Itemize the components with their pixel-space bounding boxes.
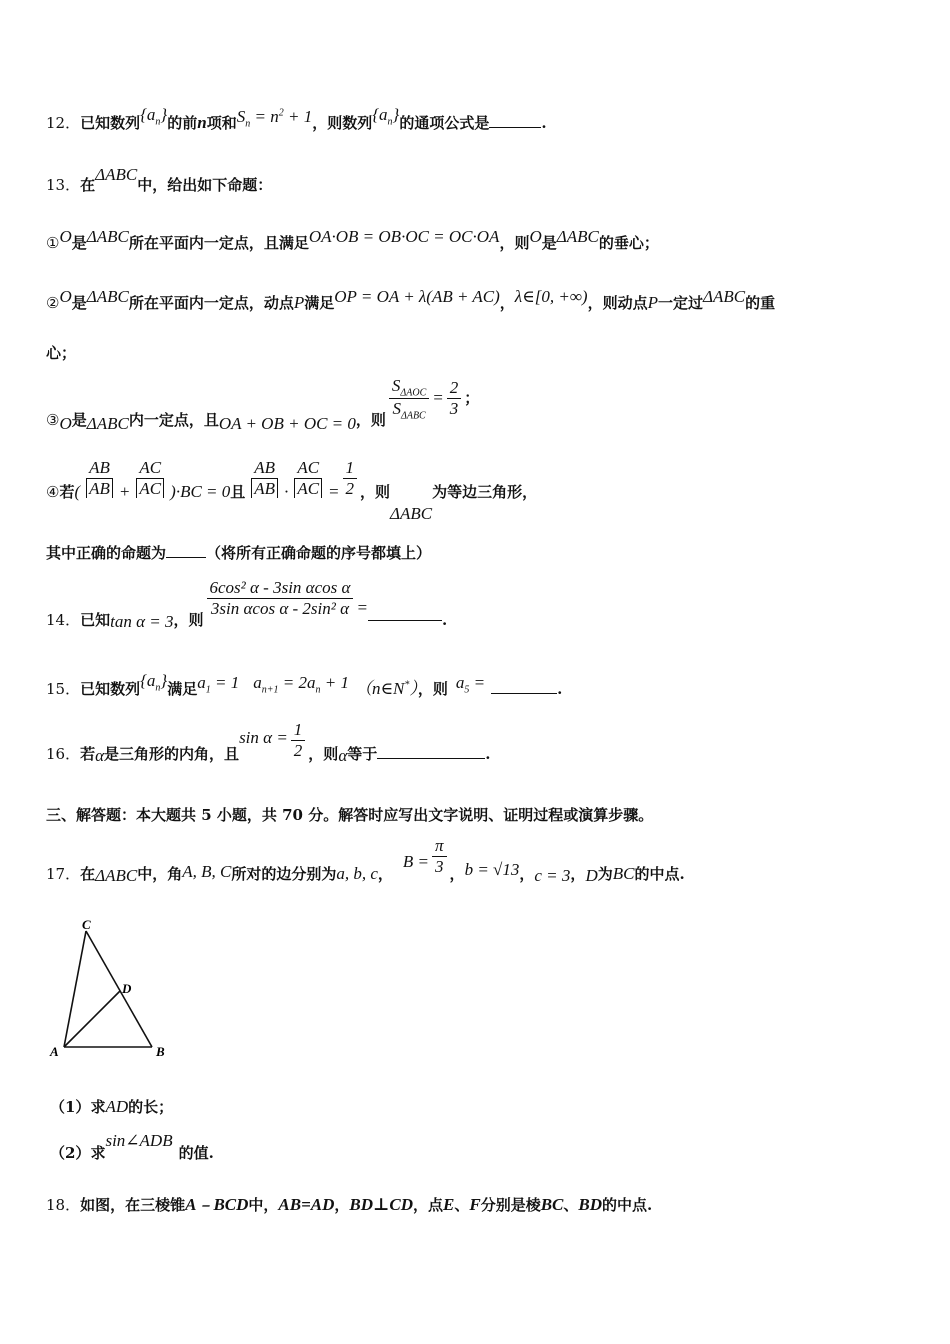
area-ratio-fraction: $\frac{S_{\Delta AOC}}{S_{\Delta ABC}}$ xyxy=(389,376,429,422)
answer-blank[interactable] xyxy=(166,543,206,558)
question-15: 15．已知数列$\{a_n\}$满足$a_1 = 1$ $a_{n+1} = 2a_n + 1$ （n∈N*），则 $a_5$ = . xyxy=(46,671,563,698)
question-17-part-1: （1）求AD的长； xyxy=(50,1097,174,1116)
section-header: 三、解答题：本大题共 5 小题，共 70 分。解答时应写出文字说明、证明过程或演算步骤。 xyxy=(46,806,654,824)
trig-fraction: $\frac{\text{6cos² α - 3sin αcos α}}{\text{3sin αcos α - 2sin² α}}$ xyxy=(207,578,354,619)
question-17: 17．在ΔABC中，角A, B, C所对的边分别为a, b, c，B = $\frac{\pi}{3}$ ，b = √13，c = 3，D为BC的中点. xyxy=(46,836,685,885)
question-14: 14．已知tan α = 3，则 $\frac{\text{6cos² α - 3sin αcos α}}{\text{3sin αcos α - 2sin² α}}$ =. xyxy=(46,578,448,631)
question-18: 18．如图，在三棱锥A﹣BCD中，AB=AD，BD⊥CD，点E、F分别是棱BC、BD的中点. xyxy=(46,1195,653,1214)
answer-blank[interactable] xyxy=(368,606,442,621)
proposition-4: ④若( $\frac{AB}{AB}$ + $\frac{AC}{AC}$ )·BC = 0且 $\frac{AB}{AB}$ · $\frac{AC}{AC}$ = $\frac{1}{2}$ ，则ΔABC为等边三角形， xyxy=(46,458,538,523)
question-16: 16．若α是三角形的内角，且sin α = $\frac{1}{2}$ ，则α等于 . xyxy=(46,720,491,765)
label-a: A xyxy=(50,1044,59,1059)
sum-formula: $S_n = n^2 + 1$ xyxy=(236,107,313,130)
answer-blank[interactable] xyxy=(377,744,485,759)
triangle-figure xyxy=(44,915,184,1065)
side-ca xyxy=(64,931,86,1047)
question-13-intro: 13．在ΔABC中，给出如下命题： xyxy=(46,165,273,194)
proposition-3: ③O是ΔABC内一定点，且OA + OB + OC = 0，则 $\frac{S_{\Delta AOC}}{S_{\Delta ABC}}$ = $\frac{2}{3}$ ； xyxy=(46,376,480,433)
label-c: C xyxy=(82,917,91,932)
question-13-prompt: 其中正确的命题为 （将所有正确命题的序号都填上） xyxy=(46,544,432,562)
side-cb xyxy=(86,931,152,1047)
question-17-part-2: （2）求sin∠ADB的值. xyxy=(50,1131,214,1162)
proposition-1: ①O是ΔABC所在平面内一定点，且满足OA·OB = OB·OC = OC·OA，则O是ΔABC的垂心； xyxy=(46,227,659,252)
proposition-2-cont: 心； xyxy=(46,344,77,362)
answer-blank[interactable] xyxy=(491,679,557,694)
answer-blank[interactable] xyxy=(489,113,541,128)
proposition-2: ②O是ΔABC所在平面内一定点，动点P满足OP = OA + λ(AB + AC)，λ∈[0, +∞)，则动点P一定过ΔABC的重 xyxy=(46,287,776,312)
question-12: 12．已知数列$\{a_n\}$的前n项和$S_n = n^2 + 1$，则数列$\{a_n\}$的通项公式是 . xyxy=(46,105,547,132)
label-b: B xyxy=(156,1044,165,1059)
label-d: D xyxy=(122,981,132,996)
